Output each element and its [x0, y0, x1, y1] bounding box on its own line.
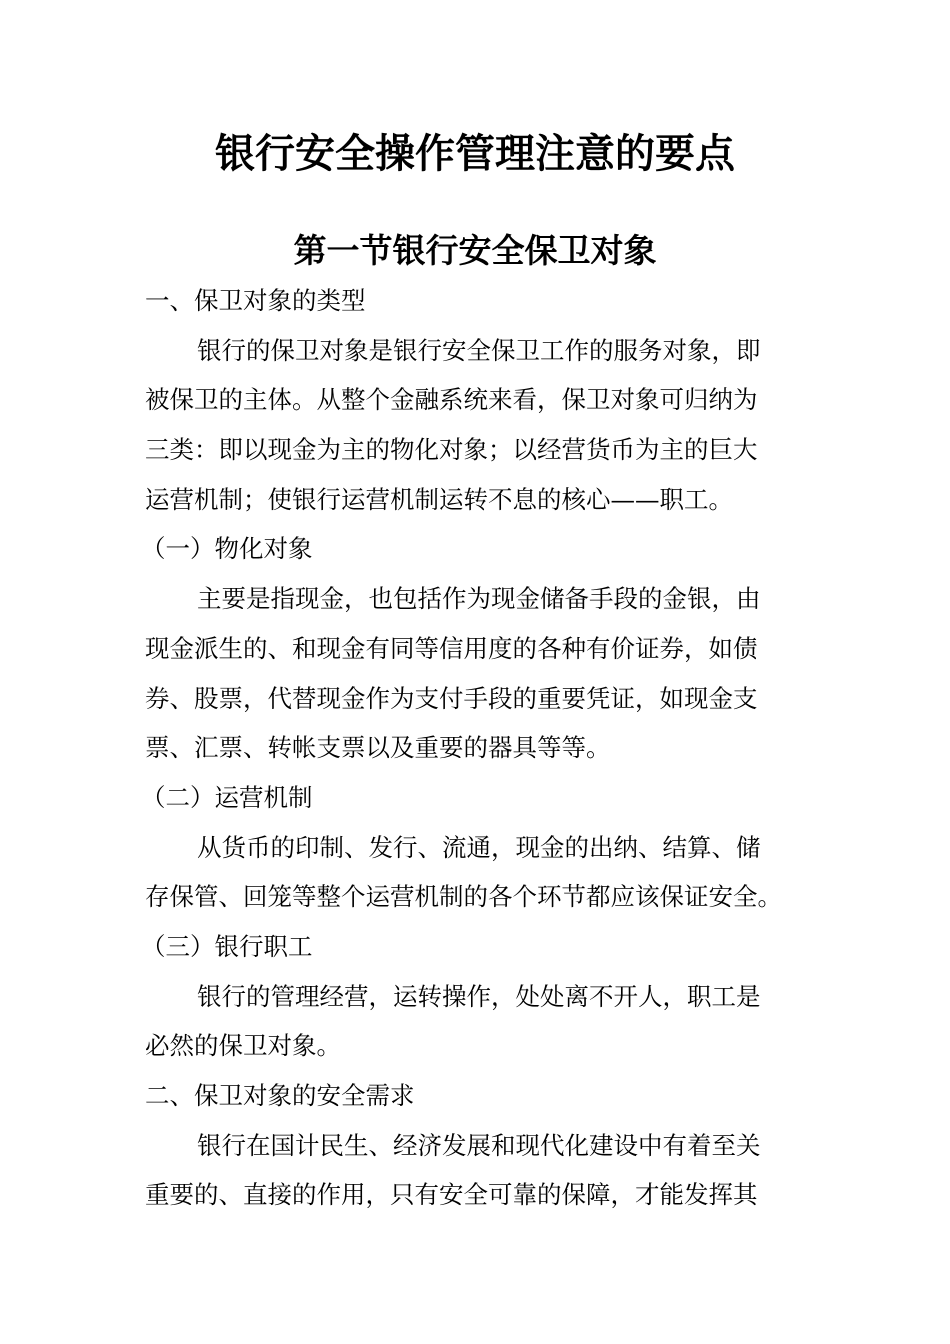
subheading-line: （三）银行职工 [141, 931, 313, 961]
section-title: 第一节银行安全保卫对象 [293, 231, 657, 270]
heading-line: 一、保卫对象的类型 [145, 286, 366, 315]
paragraph-line: 必然的保卫对象。 [145, 1031, 341, 1061]
paragraph-line: 现金派生的、和现金有同等信用度的各种有价证券，如债 [145, 633, 758, 663]
paragraph-line: 被保卫的主体。从整个金融系统来看，保卫对象可归纳为 [145, 385, 758, 415]
paragraph-line: 银行的保卫对象是银行安全保卫工作的服务对象，即 [197, 335, 761, 365]
paragraph-line: 运营机制；使银行运营机制运转不息的核心——职工。 [145, 484, 733, 514]
paragraph-line: 三类：即以现金为主的物化对象；以经营货币为主的巨大 [145, 435, 758, 465]
paragraph-line: 银行的管理经营，运转操作，处处离不开人，职工是 [197, 981, 761, 1011]
heading-line: 二、保卫对象的安全需求 [145, 1081, 415, 1110]
document-title: 银行安全操作管理注意的要点 [215, 130, 735, 177]
document-body [141, 276, 795, 1220]
subheading-line: （二）运营机制 [141, 782, 313, 812]
paragraph-line: 存保管、回笼等整个运营机制的各个环节都应该保证安全。 [145, 882, 782, 912]
paragraph-line: 重要的、直接的作用，只有安全可靠的保障，才能发挥其 [145, 1180, 758, 1210]
paragraph-line: 券、股票，代替现金作为支付手段的重要凭证，如现金支 [145, 683, 758, 713]
paragraph-line: 银行在国计民生、经济发展和现代化建设中有着至关 [197, 1130, 761, 1160]
paragraph-line: 票、汇票、转帐支票以及重要的器具等等。 [145, 733, 611, 763]
paragraph-line: 从货币的印制、发行、流通，现金的出纳、结算、储 [197, 832, 761, 862]
paragraph-line: 主要是指现金，也包括作为现金储备手段的金银，由 [197, 584, 761, 614]
subheading-line: （一）物化对象 [141, 534, 313, 564]
